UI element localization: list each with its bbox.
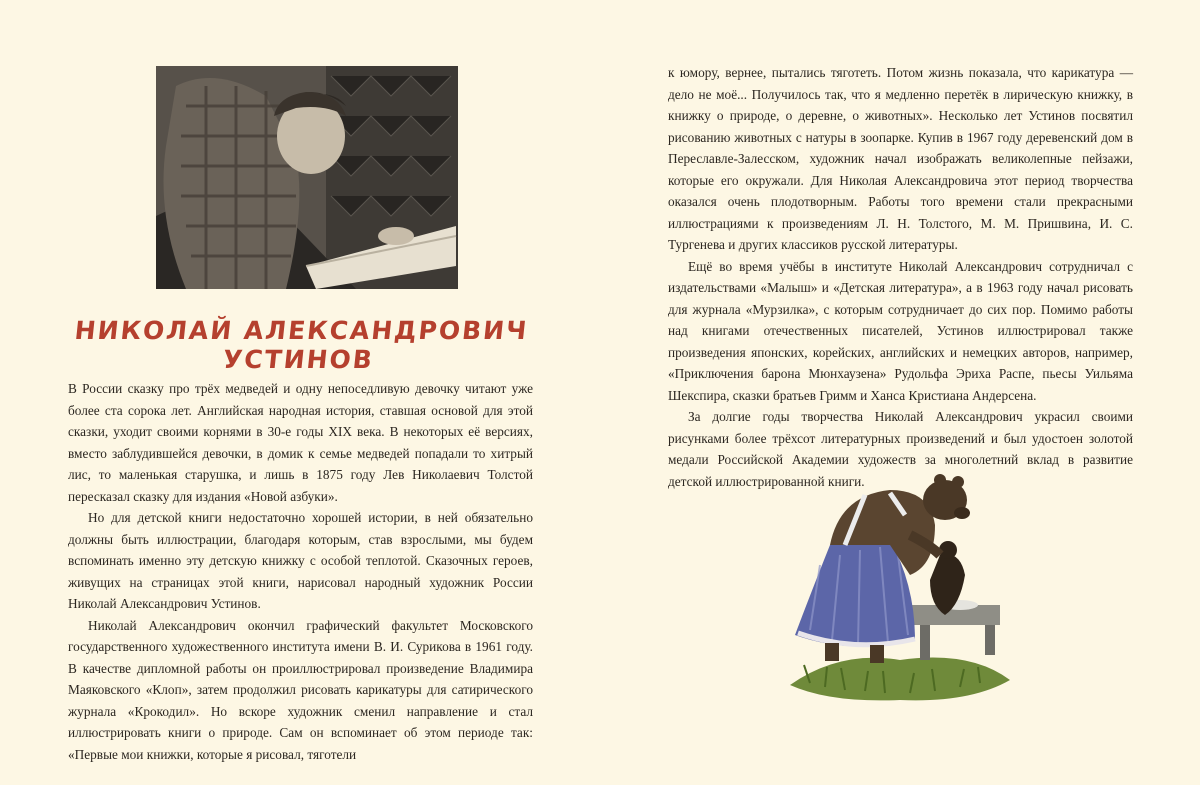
paragraph: Ещё во время учёбы в институте Николай Александрович сотрудничал с издательствами «Малыш» и «Детская литература», а в 1963 году начал рисовать для журнала «Мурзилка», с которым сотрудничает до сих пор. Помимо работы над книгами отечественных писателей, Устинов иллюстрировал также произведения японских, корейских, английских и немецких авторов, например, «Приключения барона Мюнхаузена» Рудольфа Эриха Распе, пьесы Уильяма Шекспира, сказки братьев Гримм и Ханса Кристиана Андерсена. <box>668 258 1133 403</box>
right-text-column <box>668 62 1133 492</box>
bear-illustration <box>770 455 1030 705</box>
paragraph: Но для детской книги недостаточно хорошей истории, в ней обязательно должны быть иллюстрации, благодаря которым, став взрослыми, мы будем вспоминать именно эту детскую книжку с особой теплотой. Сказочных героев, живущих на страницах этой книги, нарисовал народный художник России Николай Александрович Устинов. <box>68 510 533 611</box>
author-name-title: НИКОЛАЙ АЛЕКСАНДРОВИЧ УСТИНОВ <box>73 316 530 374</box>
paragraph: Николай Александрович окончил графический факультет Московского государственного художественного института имени В. И. Сурикова в 1961 году. В качестве дипломной работы он проиллюстрировал произведение Владимира Маяковского «Клоп», затем продолжил рисовать карикатуры для сатирического журнала «Крокодил». Но вскоре художник сменил направление и стал иллюстрировать книги о природе. Сам он вспоминает об этом периоде так: «Первые мои книжки, которые я рисовал, тяготели <box>68 617 533 762</box>
paragraph: к юмору, вернее, пытались тяготеть. Потом жизнь показала, что карикатура — дело не моё... Получилось так, что я медленно перетёк в лирическую книжку, в книжку о природе, о деревне, о животных». Несколько лет Устинов посвятил рисованию животных с натуры в зоопарке. Купив в 1967 году деревенский дом в Переславле-Залесском, художник начал изображать великолепные пейзажи, которые его окружали. Для Николая Александровича этот период творчества оказался очень плодотворным. Работы того времени стали прекрасными иллюстрациями к произведениям Л. Н. Толстого, М. М. Пришвина, И. С. Тургенева и других классиков русской литературы. <box>668 65 1133 252</box>
author-portrait-photo <box>156 66 458 289</box>
right-page <box>600 0 1200 785</box>
left-text-column <box>68 378 533 765</box>
paragraph: За долгие годы творчества Николай Александрович украсил своими рисунками более трёхсот литературных произведений и был удостоен золотой медали Российской Академии художеств за многолетний вклад в развитие детской иллюстрированной книги. <box>668 409 1133 489</box>
paragraph: В России сказку про трёх медведей и одну непоседливую девочку читают уже более ста сорока лет. Английская народная история, ставшая основой для этой сказки, уходит своими корнями в 30-е годы XIX века. В некоторых её версиях, вместо заблудившейся девочки, в домик к семье медведей попадали то хитрый лис, то маленькая старушка, и лишь в 1875 году Лев Николаевич Толстой пересказал сказку для издания «Новой азбуки». <box>68 381 533 504</box>
